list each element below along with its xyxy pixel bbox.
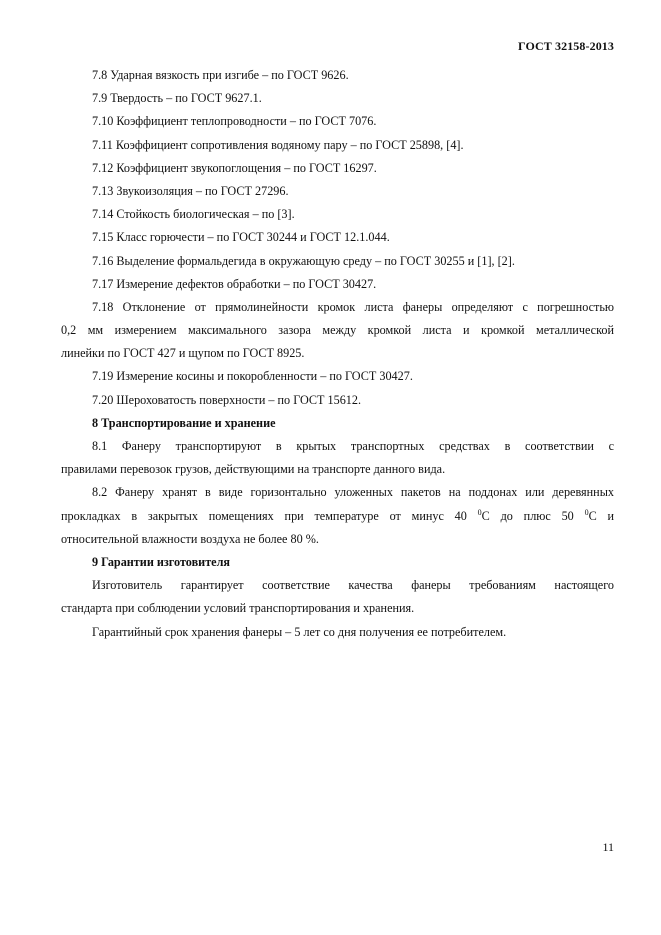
list-item: 7.17 Измерение дефектов обработки – по ГОСТ 30427. xyxy=(92,276,377,291)
list-item: 7.13 Звукоизоляция – по ГОСТ 27296. xyxy=(92,183,289,198)
paragraph-7-18-line-2: 0,2 мм измерением максимального зазора между кромкой листа и кромкой металлической xyxy=(61,323,614,338)
text-fragment: С до плюс 50 xyxy=(481,508,574,523)
degree-superscript: 0 xyxy=(477,507,482,517)
page-body xyxy=(61,67,614,647)
list-item: 7.11 Коэффициент сопротивления водяному пару – по ГОСТ 25898, [4]. xyxy=(92,137,464,152)
paragraph-8-2-line-2 xyxy=(61,508,614,531)
paragraph-9-1-line-2: стандарта при соблюдении условий транспортирования и хранения. xyxy=(61,601,415,616)
document-code-header: ГОСТ 32158-2013 xyxy=(518,39,614,53)
paragraph-9-1-line-1: Изготовитель гарантирует соответствие качества фанеры требованиям настоящего xyxy=(92,578,614,593)
list-item: 7.9 Твердость – по ГОСТ 9627.1. xyxy=(92,91,262,106)
list-item: 7.16 Выделение формальдегида в окружающую среду – по ГОСТ 30255 и [1], [2]. xyxy=(92,253,515,268)
list-item: 7.15 Класс горючести – по ГОСТ 30244 и ГОСТ 12.1.044. xyxy=(92,230,390,245)
paragraph-9-2: Гарантийный срок хранения фанеры – 5 лет со дня получения ее потребителем. xyxy=(92,624,507,639)
paragraph-8-2-line-3: относительной влажности воздуха не более 80 %. xyxy=(61,531,319,546)
paragraph-8-2-line-1: 8.2 Фанеру хранят в виде горизонтально уложенных пакетов на поддонах или деревянных xyxy=(92,485,614,500)
text-fragment: С и xyxy=(588,508,615,523)
list-item: 7.8 Ударная вязкость при изгибе – по ГОСТ 9626. xyxy=(92,68,349,82)
paragraph-8-1-line-2: правилами перевозок грузов, действующими на транспорте данного вида. xyxy=(61,462,446,477)
paragraph-7-18-line-1: 7.18 Отклонение от прямолинейности кромок листа фанеры определяют с погрешностью xyxy=(92,299,614,314)
section-8-heading: 8 Транспортирование и хранение xyxy=(92,415,276,430)
paragraph-8-1-line-1: 8.1 Фанеру транспортируют в крытых транспортных средствах в соответствии с xyxy=(92,439,614,453)
section-9-heading: 9 Гарантии изготовителя xyxy=(92,554,231,569)
list-item: 7.10 Коэффициент теплопроводности – по ГОСТ 7076. xyxy=(92,114,377,129)
list-item: 7.19 Измерение косины и покоробленности – по ГОСТ 30427. xyxy=(92,369,413,384)
list-item: 7.14 Стойкость биологическая – по [3]. xyxy=(92,207,295,222)
list-item: 7.20 Шероховатость поверхности – по ГОСТ 15612. xyxy=(92,392,362,407)
list-item: 7.12 Коэффициент звукопоглощения – по ГОСТ 16297. xyxy=(92,160,377,175)
degree-superscript: 0 xyxy=(584,507,589,517)
text-fragment: прокладках в закрытых помещениях при температуре от минус 40 xyxy=(61,508,467,523)
page-number: 11 xyxy=(602,840,614,854)
paragraph-7-18-line-3: линейки по ГОСТ 427 и щупом по ГОСТ 8925. xyxy=(61,346,305,361)
